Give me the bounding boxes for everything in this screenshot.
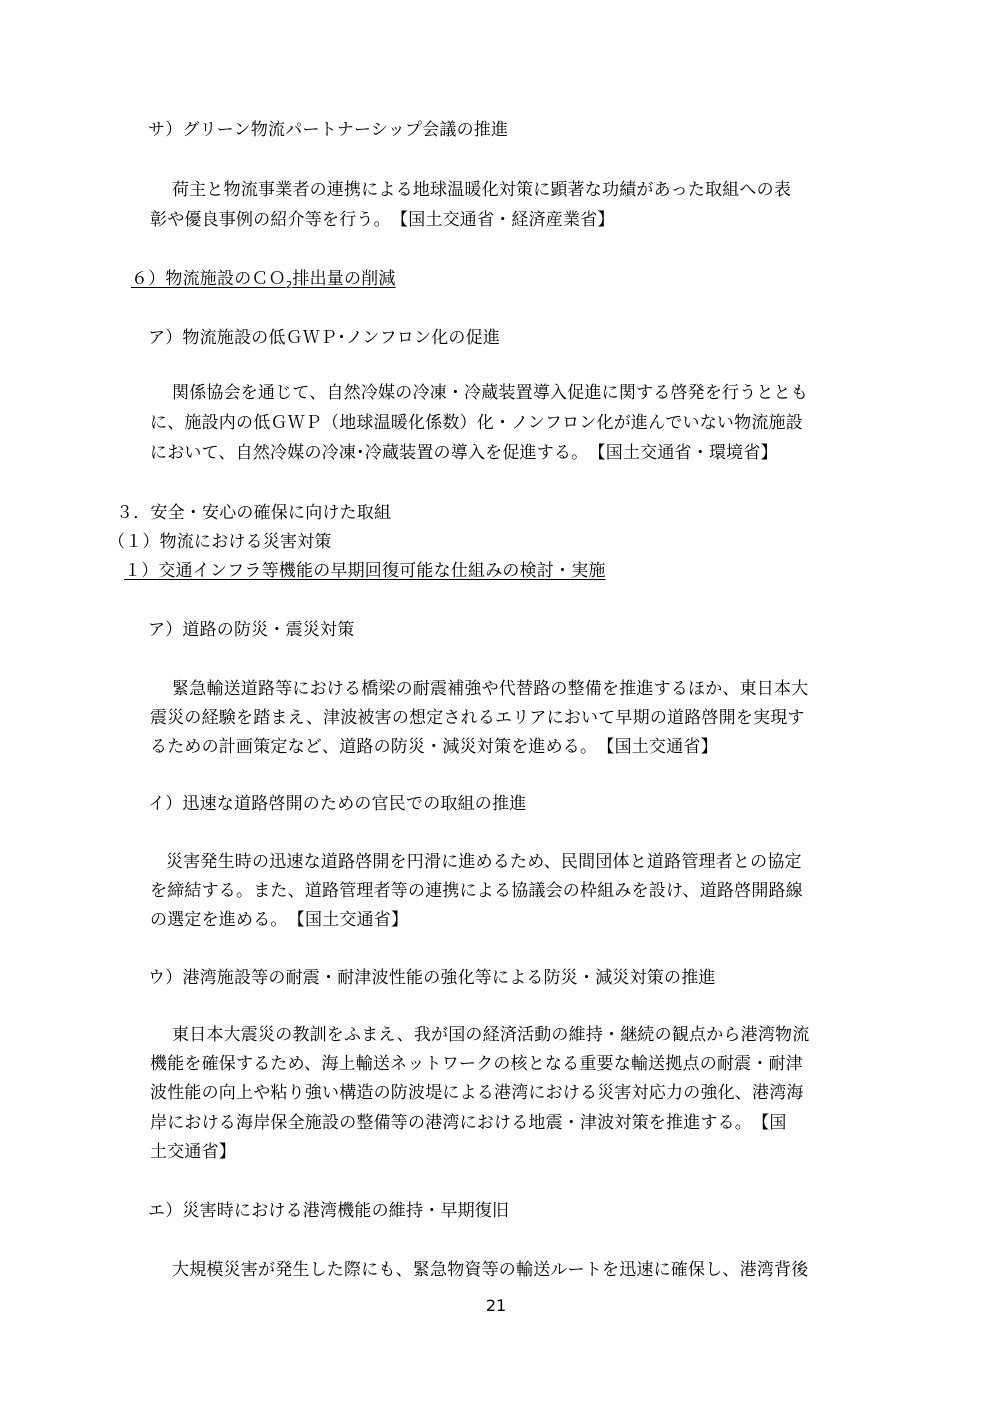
section-ie-body-line-1: 大規模災害が発生した際にも、緊急物資等の輸送ルートを迅速に確保し、港湾背後 <box>172 1260 809 1280</box>
section-ii-body-line-1: 災害発生時の迅速な道路啓開を円滑に進めるため、民間団体と道路管理者との協定 <box>166 852 802 872</box>
chapter-3-1-1-heading: １）交通インフラ等機能の早期回復可能な仕組みの検討・実施 <box>124 561 606 581</box>
section-ii-body-line-3: の選定を進める。 【国土交通省】 <box>150 910 409 930</box>
section-sa-body-line-1: 荷主と物流事業者の連携による地球温暖化対策に顕著な功績があった取組への表 <box>172 180 792 200</box>
section-ie-heading: エ）災害時における港湾機能の維持・早期復旧 <box>148 1201 510 1221</box>
chapter-3-1-heading: （１）物流における災害対策 <box>108 532 332 552</box>
section-ia-body-line-2: 震災の経験を踏まえ、津波被害の想定されるエリアにおいて早期の道路啓開を実現す <box>150 708 805 728</box>
section-6-heading-tail: 排出量の削減 <box>292 269 396 289</box>
section-6a-body-line-2: に、施設内の低ＧＷＰ（地球温暖化係数）化・ノンフロン化が進んでいない物流施設 <box>150 413 803 433</box>
section-ia-body-line-3: るための計画策定など、道路の防災・減災対策を進める。 【国土交通省】 <box>150 737 718 757</box>
section-iu-body-line-5: 土交通省】 <box>150 1142 236 1162</box>
section-sa-heading: サ）グリーン物流パートナーシップ会議の推進 <box>148 120 509 140</box>
section-iu-body-line-3: 波性能の向上や粘り強い構造の防波堤による港湾における災害対応力の強化、港湾海 <box>150 1083 804 1103</box>
section-ia-heading: ア）道路の防災・震災対策 <box>148 620 355 640</box>
section-iu-heading: ウ）港湾施設等の耐震・耐津波性能の強化等による防災・減災対策の推進 <box>148 968 716 988</box>
section-iu-body-line-2: 機能を確保するため、海上輸送ネットワークの核となる重要な輸送拠点の耐震・耐津 <box>150 1054 803 1074</box>
section-6-heading <box>131 271 396 291</box>
section-iu-body-line-1: 東日本大震災の教訓をふまえ、我が国の経済活動の維持・継続の観点から港湾物流 <box>172 1025 810 1045</box>
section-iu-body-line-4: 岸における海岸保全施設の整備等の港湾における地震・津波対策を推進する。 【国 <box>150 1113 787 1133</box>
section-6-heading-main: ６）物流施設のＣＯ <box>131 269 286 289</box>
page-number: 21 <box>485 1296 507 1315</box>
section-ia-body-line-1: 緊急輸送道路等における橋梁の耐震補強や代替路の整備を推進するほか、東日本大 <box>172 679 809 699</box>
section-6-heading-subscript: 2 <box>285 280 293 291</box>
section-6a-body-line-1: 関係協会を通じて、自然冷媒の冷凍・冷蔵装置導入促進に関する啓発を行うととも <box>172 383 809 403</box>
section-sa-body-line-2: 彰や優良事例の紹介等を行う。 【国土交通省・経済産業省】 <box>150 210 615 230</box>
section-6a-body-line-3: において、自然冷媒の冷凍･冷蔵装置の導入を促進する。 【国土交通省・環境省】 <box>150 443 778 463</box>
section-6a-heading: ア）物流施設の低ＧＷＰ･ノンフロン化の促進 <box>148 328 501 348</box>
chapter-3-heading: ３．安全・安心の確保に向けた取組 <box>116 503 392 523</box>
section-ii-heading: イ）迅速な道路啓開のための官民での取組の推進 <box>148 794 527 814</box>
section-ii-body-line-2: を締結する。また、道路管理者等の連携による協議会の枠組みを設け、道路啓開路線 <box>150 881 803 901</box>
